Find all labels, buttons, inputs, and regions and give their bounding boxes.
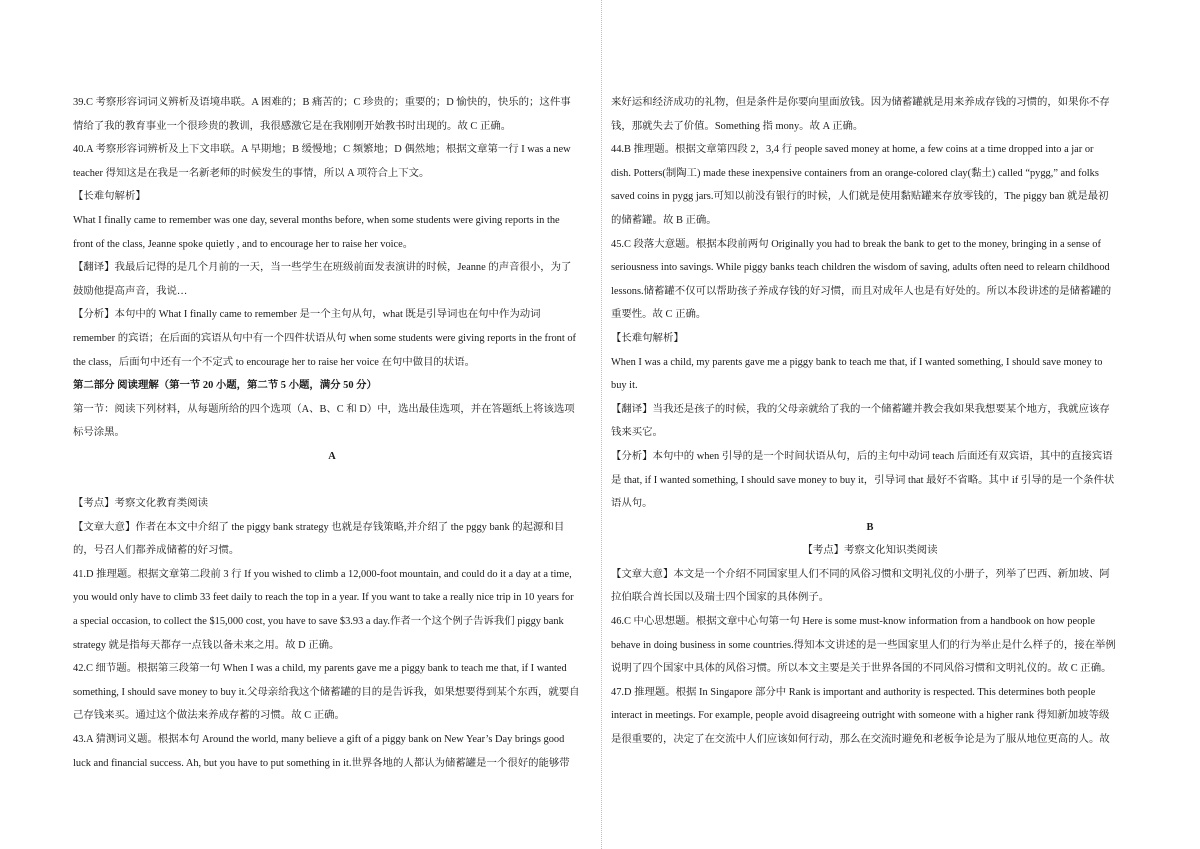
- text-line: 43.A 猜测词义题。根据本句 Around the world, many believe a gift of a piggy bank on New Year’s Day brings good: [73, 734, 565, 746]
- text-line: 【文章大意】作者在本文中介绍了 the piggy bank strategy 也就是存钱策略,并介绍了 the pggy bank 的起源和目: [73, 521, 565, 533]
- text-line: 说明了四个国家中具体的风俗习惯。所以本文主要是关于世界各国的不同风俗习惯和文明礼仪的。故 C 正确。: [611, 663, 1112, 675]
- text-line: 47.D 推理题。根据 In Singapore 部分中 Rank is important and authority is respected. This determines both people: [611, 686, 1096, 698]
- text-line: 【长难句解析】: [611, 332, 684, 344]
- text-line: remember 的宾语；在后面的宾语从句中有一个四件状语从句 when some students were giving reports in the front of: [73, 332, 577, 344]
- text-line: 【文章大意】本文是一个介绍不同国家里人们不同的风俗习惯和文明礼仪的小册子，列举了巴西、新加坡、阿: [611, 568, 1110, 580]
- text-line: teacher 得知这是在我是一名新老师的时候发生的事情，所以 A 项符合上下文。: [73, 167, 430, 179]
- text-line: 钱，那就失去了价值。Something 指 mony。故 A 正确。: [611, 120, 864, 132]
- text-line: 第一节：阅读下列材料，从每题所给的四个选项（A、B、C 和 D）中，选出最佳选项，并在答题纸上将该选项: [73, 403, 575, 415]
- text-line: 是 that, if I wanted something, I should save money to buy it，引导词 that 最好不省略。其中 if 引导的是一个条件状: [611, 474, 1115, 486]
- text-line: you would only have to climb 33 feet daily to reach the top in a year. If you want to take a really nice trip in 10 years for: [73, 592, 574, 604]
- column-divider: [601, 0, 602, 849]
- text-line: 46.C 中心思想题。根据文章中心句第一句 Here is some must-know information from a handbook on how people: [611, 616, 1095, 628]
- text-line: 来好运和经济成功的礼物，但是条件是你要向里面放钱。因为储蓄罐就是用来养成存钱的习惯的，如果你不存: [611, 97, 1110, 108]
- text-line: lessons.储蓄罐不仅可以帮助孩子养成存钱的好习惯，而且对成年人也是有好处的。所以本段讲述的是储蓄罐的: [611, 285, 1112, 297]
- text-line: When I was a child, my parents gave me a piggy bank to teach me that, if I wanted something, I should save money to: [611, 356, 1103, 368]
- text-line: 【分析】本句中的 What I finally came to remember 是一个主句从句，what 既是引导词也在句中作为动词: [73, 309, 541, 321]
- text-line: What I finally came to remember was one day, several months before, when some students were giving reports in the: [73, 214, 560, 226]
- text-line: 第二部分 阅读理解（第一节 20 小题，第二节 5 小题，满分 50 分）: [73, 380, 377, 392]
- text-line: front of the class, Jeanne spoke quietly , and to encourage her to raise her voice。: [73, 238, 414, 250]
- text-line: 标号涂黑。: [73, 427, 125, 439]
- text-line: 己存钱来买。通过这个做法来养成存蓄的习惯。故 C 正确。: [73, 710, 345, 722]
- text-line: 是很重要的，决定了在交流中人们应该如何行动，那么在交流时避免和老板争论是为了服从地位更高的人。故: [611, 734, 1110, 746]
- text-line: 语从句。: [611, 498, 653, 510]
- text-line: 重要性。故 C 正确。: [611, 309, 707, 321]
- text-line: 41.D 推理题。根据文章第二段前 3 行 If you wished to climb a 12,000-foot mountain, and could do it a day at a time,: [73, 568, 572, 580]
- text-line: buy it.: [611, 380, 638, 392]
- text-line: 的，号召人们都养成储蓄的好习惯。: [73, 545, 240, 557]
- text-line: 39.C 考察形容词词义辨析及语境串联。A 困难的；B 痛苦的；C 珍贵的；重要的；D 愉快的，快乐的；这件事: [73, 97, 571, 108]
- text-line: 【长难句解析】: [73, 191, 146, 203]
- text-line: strategy 就是指每天都存一点钱以备未来之用。故 D 正确。: [73, 639, 340, 651]
- text-line: [73, 469, 591, 493]
- text-line: 45.C 段落大意题。根据本段前两句 Originally you had to break the bank to get to the money, bringing in a sense of: [611, 238, 1101, 250]
- text-line: seriousness into savings. While piggy banks teach children the wisdom of saving, adults often need to relearn childhood: [611, 262, 1110, 274]
- text-line: dish. Potters(制陶工) made these inexpensive containers from an orange-colored clay(黏土) called “pygg,” and folks: [611, 167, 1099, 179]
- text-line: 【分析】本句中的 when 引导的是一个时间状语从句，后的主句中动词 teach 后面还有双宾语，其中的直接宾语: [611, 450, 1113, 462]
- text-line: A: [328, 450, 336, 462]
- text-line: 情给了我的教育事业一个很珍贵的教训，我很感激它是在我刚刚开始教书时出现的。故 C 正确。: [73, 120, 512, 132]
- text-line: 【翻译】我最后记得的是几个月前的一天，当一些学生在班级前面发表演讲的时候，Jeanne 的声音很小，为了: [73, 262, 572, 274]
- text-line: interact in meetings. For example, people avoid disagreeing outright with someone with a higher rank 得知新加坡等级: [611, 710, 1110, 722]
- text-line: 【考点】考察文化知识类阅读: [802, 545, 938, 557]
- text-line: 钱来买它。: [611, 427, 663, 439]
- text-line: B: [866, 521, 874, 533]
- text-line: luck and financial success. Ah, but you have to put something in it.世界各地的人都认为储蓄罐是一个很好的能够带: [73, 757, 570, 769]
- text-line: a special occasion, to collect the $15,000 cost, you have to save $3.93 a day.作者一个这个例子告诉我们 piggy bank: [73, 616, 564, 628]
- text-line: 40.A 考察形容词辨析及上下文串联。A 早期地；B 缓慢地；C 频繁地；D 偶然地；根据文章第一行 I was a new: [73, 144, 571, 156]
- text-line: 【考点】考察文化教育类阅读: [73, 498, 209, 510]
- text-line: the class，后面句中还有一个不定式 to encourage her to raise her voice 在句中做目的状语。: [73, 356, 475, 368]
- text-line: 42.C 细节题。根据第三段第一句 When I was a child, my parents gave me a piggy bank to teach me that, if I wanted: [73, 663, 567, 675]
- text-line: something, I should save money to buy it.父母亲给我这个储蓄罐的目的是告诉我，如果想要得到某个东西，就要自: [73, 686, 580, 698]
- text-line: 【翻译】当我还是孩子的时候，我的父母亲就给了我的一个储蓄罐并教会我如果我想要某个地方，我就应该存: [611, 403, 1110, 415]
- text-line: 鼓励他提高声音，我说…: [73, 285, 188, 297]
- text-line: 拉伯联合酋长国以及瑞士四个国家的具体例子。: [611, 592, 830, 604]
- text-line: behave in doing business in some countries.得知本文讲述的是一些国家里人们的行为举止是什么样子的，接在举例: [611, 639, 1116, 651]
- text-line: 44.B 推理题。根据文章第四段 2，3,4 行 people saved money at home, a few coins at a time dropped into a jar or: [611, 144, 1094, 156]
- right-column: [611, 91, 1129, 752]
- text-line: saved coins in pygg jars.可知以前没有银行的时候，人们就是使用黏贴罐来存放零钱的，The piggy ban 就是最初: [611, 191, 1109, 203]
- text-line: 的储蓄罐。故 B 正确。: [611, 214, 717, 226]
- left-column: [73, 91, 591, 775]
